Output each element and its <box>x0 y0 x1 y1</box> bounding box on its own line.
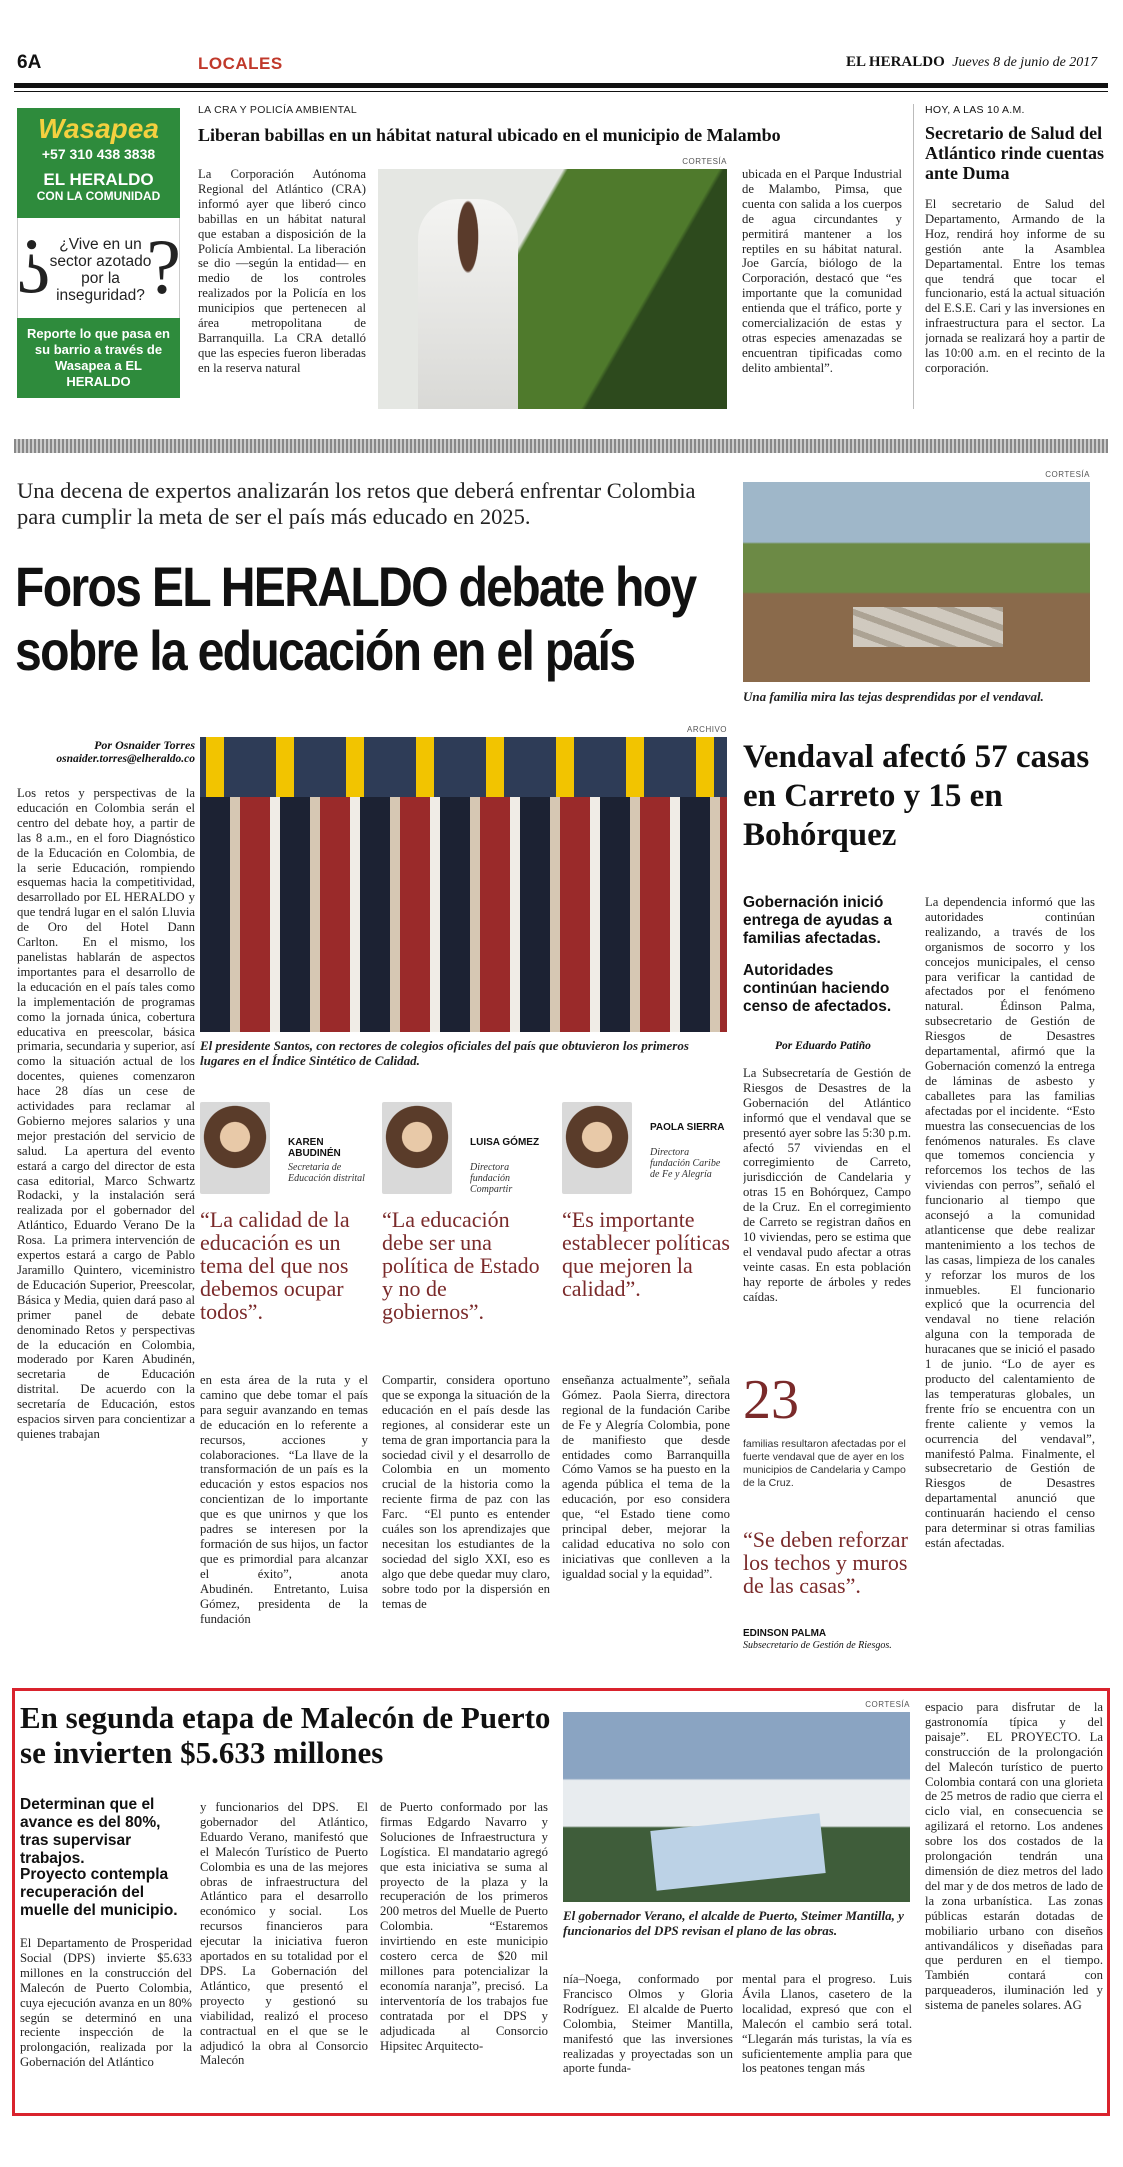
profile-gomez <box>382 1102 550 1323</box>
section-divider <box>14 439 1108 453</box>
profile-name: KAREN ABUDINÉN <box>288 1137 341 1159</box>
foros-byline <box>17 738 195 765</box>
wasapea-brand-sub: CON LA COMUNIDAD <box>36 189 161 203</box>
salud-kicker: HOY, A LAS 10 A.M. <box>925 104 1025 116</box>
wasapea-brand: EL HERALDO <box>43 170 154 189</box>
header-rule-thin <box>14 91 1108 92</box>
wasapea-title: Wasapea <box>38 113 159 144</box>
foros-photo <box>200 737 727 1032</box>
photo-roof-debris <box>853 607 1003 647</box>
profile-sierra <box>562 1102 730 1300</box>
foros-email: osnaider.torres@elheraldo.co <box>56 753 195 765</box>
vendaval-quote-name: EDINSON PALMA <box>743 1628 827 1639</box>
malecon-photo <box>563 1712 910 1902</box>
profile-name: LUISA GÓMEZ <box>470 1137 540 1148</box>
photo-people <box>200 797 727 1032</box>
masthead-name: EL HERALDO <box>846 54 945 70</box>
photo-plan <box>650 1813 825 1890</box>
profile-quote: “La calidad de la educación es un tema del que nos debemos ocupar todos”. <box>200 1207 350 1324</box>
babillas-col2: ubicada en el Parque Industrial de Malambo, Pimsa, que cuenta con salida a los cuerpos de agua circundantes y permitirá mantener a los reptiles en su hábitat natural. Joe García, biólogo de la Corporación, destacó que “es importante que la comunidad entienda que el tráfico, porte y comercialización de estas y otras especies amenazadas se encuentran tipificadas como delito ambiental”. <box>742 167 902 375</box>
profile-role: Directora fundación Compartir <box>470 1162 513 1195</box>
wasapea-top <box>17 108 180 218</box>
foros-deck: Una decena de expertos analizarán los retos que deberá enfrentar Colombia para cumplir la meta de ser el país más educado en 2025. <box>17 478 696 529</box>
vendaval-headline: Vendaval afectó 57 casas en Carreto y 15 en Bohórquez <box>743 739 1090 853</box>
malecon-caption: El gobernador Verano, el alcalde de Puerto, Steimer Mantilla, y funcionarios del DPS revisan el plano de las obras. <box>563 1908 904 1938</box>
vendaval-body2: La dependencia informó que las autoridades continúan realizando, a través de los organismos de socorro y los concejos municipales, el censo para verificar la cantidad de afectados por el fenómeno natural. Édinson Palma, subsecretario de Gestión de Riesgos de Desastres departamental, afirmó que la Gobernación comenzó la entrega de láminas de asbesto y caballetes para las familias afectadas por el incidente. “Esto muestra las consecuencias de los fenómenos naturales. Es clave que tomemos conciencia y reforcemos los techos de las viviendas con perros”, señaló el funcionario al tiempo que aconsejó a la comunidad atlanticense que debe realizar mantenimiento a los techos de las casas, limpieza de los canales y reforzar los muros de los inmuebles. El funcionario explicó que la ocurrencia del vendaval no tiene relación alguna con la temporada de huracanes que se inició el pasado 1 de junio. “Lo de ayer es producto del calentamiento de las temperaturas globales, un frente frío se encuentra con un frente caliente y vemos la ocurrencia del vendaval”, manifestó Palma. Finalmente, el subsecretario de Gestión de Riesgos de Desastres departamental anunció que continuarán haciendo el censo para determinar si otras familias están afectadas. <box>925 895 1095 1550</box>
vendaval-caption: Una familia mira las tejas desprendidas por el vendaval. <box>743 689 1044 704</box>
header-rule <box>14 83 1108 88</box>
wasapea-phone: +57 310 438 3838 <box>41 146 156 162</box>
foros-col4: enseñanza actualmente”, señala Gómez. Paola Sierra, directora regional de la fundación Caribe de Fe y Alegría Colombia, pone de manifiesto que desde entidades como Barranquilla Cómo Vamos se ha puesto en la agenda pública el tema de la educación, por eso considera que, “el Estado tiene como principal deber, mejorar la calidad educativa no solo con iniciativas que conlleven a la igualdad social y la equidad”. <box>562 1373 730 1581</box>
babillas-col1: La Corporación Autónoma Regional del Atlántico (CRA) informó ayer que liberó cinco babillas en un hábitat natural que estaban a disposición de la Policía Ambiental. La liberación se dio —según la entidad— en medio de los controles realizados por la Policía en los municipios que pertenecen al área metropolitana de Barranquilla. La CRA detalló que las especies fueron liberadas en la reserva natural <box>198 167 366 375</box>
vendaval-quote: “Se deben reforzar los techos y muros de las casas”. <box>743 1527 908 1598</box>
photo-person <box>418 199 518 409</box>
foros-caption: El presidente Santos, con rectores de colegios oficiales del país que obtuvieron los primeros lugares en el Índice Sintético de Calidad. <box>200 1038 689 1068</box>
portrait-sierra <box>562 1102 632 1194</box>
profile-role: Secretaria de Educación distrital <box>288 1162 365 1184</box>
babillas-kicker: LA CRA Y POLICÍA AMBIENTAL <box>198 104 357 116</box>
profile-role: Directora fundación Caribe de Fe y Alegría <box>650 1147 721 1180</box>
vendaval-byline: Por Eduardo Patiño <box>775 1040 871 1052</box>
foros-col3: Compartir, considera oportuno que se exponga la situación de la educación en el país desde las regiones, al considerar este un tema de gran importancia para la sociedad civil y el desarrollo de Colombia en un momento crucial de la historia como la reciente firma de paz con las Farc. “El punto es entender cuáles son los aprendizajes que necesitan los estudiantes de la sociedad del siglo XXI, eso es algo que debe quedar muy claro, sobre todo por la dispersión en temas de <box>382 1373 550 1611</box>
question-mark-icon-right: ? <box>146 223 181 310</box>
malecon-sub1: Determinan que el avance es del 80%, tras supervisar trabajos. <box>20 1796 161 1867</box>
masthead-date: Jueves 8 de junio de 2017 <box>952 55 1098 70</box>
malecon-col1: El Departamento de Prosperidad Social (DPS) invierte $5.633 millones en la construcción del Malecón de Puerto Colombia, cuya ejecución avanza en un 80% según se determinó en una reciente inspección de la prolongación, realizada por la Gobernación del Atlántico <box>20 1936 192 2070</box>
babillas-headline: Liberan babillas en un hábitat natural ubicado en el municipio de Malambo <box>198 125 781 145</box>
vendaval-quote-role: Subsecretario de Gestión de Riesgos. <box>743 1640 892 1651</box>
page-number: 6A <box>17 52 42 73</box>
wasapea-footer: Reporte lo que pasa en su barrio a través de Wasapea a EL HERALDO <box>17 318 180 398</box>
section-label: LOCALES <box>198 54 283 73</box>
vendaval-stat-text: familias resultaron afectadas por el fuerte vendaval que de ayer en los municipios de Candelaria y Campo de la Cruz. <box>743 1438 906 1489</box>
malecon-col5: mental para el progreso. Luis Ávila Llanos, casetero de la localidad, expresó que con el Malecón el cambio será total. “Llegarán más turistas, la vía es suficientemente amplia para que los peatones tengan más <box>742 1972 912 2076</box>
malecon-col4: nía–Noega, conformado por Francisco Olmos y Gloria Rodríguez. El alcalde de Puerto Colombia, Steimer Mantilla, manifestó que las inversiones realizadas y proyectadas son un aporte funda- <box>563 1972 733 2076</box>
wasapea-question: ¿Vive en un sector azotado por la inseguridad? <box>49 236 152 304</box>
foros-col2: en esta área de la ruta y el camino que debe tomar el país para seguir avanzando en temas de educación en lo referente a recursos, acciones y colaboraciones. “La llave de la transformación de un país es la educación y estos espacios nos concientizan de lo importante que es que unirnos y que los padres se interesen por la formación de sus hijos, un factor que es primordial para alcanzar el éxito”, anota Abudinén. Entretanto, Luisa Gómez, presidenta de la fundación <box>200 1373 368 1626</box>
malecon-col2: y funcionarios del DPS. El gobernador del Atlántico, Eduardo Verano, manifestó que el Malecón Turístico de Puerto Colombia es una de las mejores obras de infraestructura del Atlántico para el desarrollo económico y social. Los recursos financieros para ejecutar la iniciativa fueron aportados en su totalidad por el DPS. La Gobernación del Atlántico, que presentó el proyecto y gestionó su viabilidad, realizó el proceso contractual en el que se le adjudicó la obra al Consorcio Malecón <box>200 1800 368 2068</box>
salud-headline: Secretario de Salud del Atlántico rinde cuentas ante Duma <box>925 123 1104 183</box>
vendaval-sub1: Gobernación inició entrega de ayudas a familias afectadas. <box>743 894 893 947</box>
malecon-sub2: Proyecto contempla recuperación del muelle del municipio. <box>20 1866 178 1919</box>
babillas-divider <box>913 104 914 409</box>
portrait-gomez <box>382 1102 452 1194</box>
foros-headline: Foros EL HERALDO debate hoy sobre la educación en el país <box>15 555 696 682</box>
vendaval-sub2: Autoridades continúan haciendo censo de afectados. <box>743 962 892 1015</box>
malecon-headline: En segunda etapa de Malecón de Puerto se invierten $5.633 millones <box>20 1700 551 1770</box>
malecon-col6: espacio para disfrutar de la gastronomía típica y del paisaje”. EL PROYECTO. La construcción de la prolongación del Malecón turístico de puerto Colombia contará con una glorieta de 25 metros de radio que cierra el ciclo vial, en consecuencia se agilizará el retorno. Los andenes sobre los dos costados de la prolongación tendrán una dimensión de diez metros del lado del mar y de dos metros de lado de la zona urbanística. Las zonas públicas estarán dotadas de mobiliario urbano con diseños antivandálicos y diseñadas para que perduren en el tiempo. También contará con parqueaderos, iluminación led y sistema de paneles solares. AG <box>925 1700 1103 2013</box>
wasapea-box <box>17 108 180 398</box>
wasapea-question-box <box>17 218 180 318</box>
foros-photo-credit: ARCHIVO <box>687 725 727 734</box>
foros-col1: Los retos y perspectivas de la educación en Colombia serán el centro del debate hoy, a partir de las 8 a.m., en el foro Diagnóstico de la Educación en Colombia, de la serie Educación, rompiendo esquemas hacia la competitividad, desarrollado por EL HERALDO y que tendrá lugar en el salón Lluvia de Oro del Hotel Dann Carlton. En el mismo, los panelistas hablarán de aspectos importantes para el desarrollo de la educación en el país tales como la implementación de programas como la jornada única, cobertura educativa en preescolar, básica primaria, secundaria y superior, así como la situación actual de los docentes, quienes comenzaron hace 28 días un cese de actividades para reclamar al Gobierno mejores salarios y una mejor prestación del servicio de salud. La apertura del evento estará a cargo del director de esta casa editorial, Marco Schwartz Rodacki, y la instalación será realizada por el gobernador del Atlántico, Eduardo Verano De la Rosa. La primera intervención de expertos estará a cargo de Pablo Jaramillo Quintero, viceministro de Educación Superior, Preescolar, Básica y Media, quien dará paso al primer panel de debate denominado Retos y perspectivas de la educación en Colombia, moderado por Karen Abudinén, secretaria de Educación distrital. De acuerdo con la secretaría de Educación, estos espacios sirven para concientizar a quienes trabajan <box>17 786 195 1441</box>
salud-body: El secretario de Salud del Departamento, Armando de la Hoz, rendirá hoy informe de su gestión ante la Asamblea Departamental. Entre los temas que tendrá que tocar el funcionario, está la actual situación del E.S.E. Cari y las inversiones en infraestructura para el sector. La jornada se realizará hoy a partir de las 10:00 a.m. en el recinto de la corporación. <box>925 197 1105 375</box>
foros-author: Por Osnaider Torres <box>94 738 195 752</box>
vendaval-body1: La Subsecretaría de Gestión de Riesgos de Desastres de la Gobernación del Atlántico informó que el vendaval que se presentó ayer sobre las 5:30 p.m. afectó 57 viviendas en el corregimiento de Carreto, jurisdicción de Candelaria y otras 15 en Bohórquez, Campo de la Cruz. En el corregimiento de Carreto se registran daños en 10 viviendas, pero se estima que el vendaval pudo afectar a otras veinte casas. En esta población hay reporte de árboles y redes caídas. <box>743 1066 911 1304</box>
profile-name: PAOLA SIERRA <box>650 1122 725 1133</box>
question-mark-icon: ? <box>16 224 51 311</box>
profile-abudinen <box>200 1102 368 1323</box>
babillas-photo <box>378 169 727 409</box>
malecon-col3: de Puerto conformado por las firmas Edgardo Navarro y Soluciones de Infraestructura y Logística. El mandatario agregó que esta iniciativa se suma al proyecto de la plaza y la recuperación de los primeros 200 metros del Muelle de Puerto Colombia. “Estaremos invirtiendo en este municipio costero cerca de $20 mil millones para potencializar la economía naranja”, precisó. La interventoría de los trabajos fue contratada por el DPS y adjudicada al Consorcio Hipsitec Arquitecto- <box>380 1800 548 2053</box>
vendaval-photo <box>743 482 1090 682</box>
vendaval-stat-number: 23 <box>743 1369 799 1431</box>
portrait-abudinen <box>200 1102 270 1194</box>
profile-quote: “Es importante establecer políticas que mejoren la calidad”. <box>562 1207 730 1301</box>
profile-quote: “La educación debe ser una política de Estado y no de gobiernos”. <box>382 1207 540 1324</box>
babillas-credit: CORTESÍA <box>682 157 727 166</box>
masthead <box>846 54 1097 71</box>
vendaval-photo-credit: CORTESÍA <box>1045 470 1090 479</box>
malecon-photo-credit: CORTESÍA <box>865 1700 910 1709</box>
